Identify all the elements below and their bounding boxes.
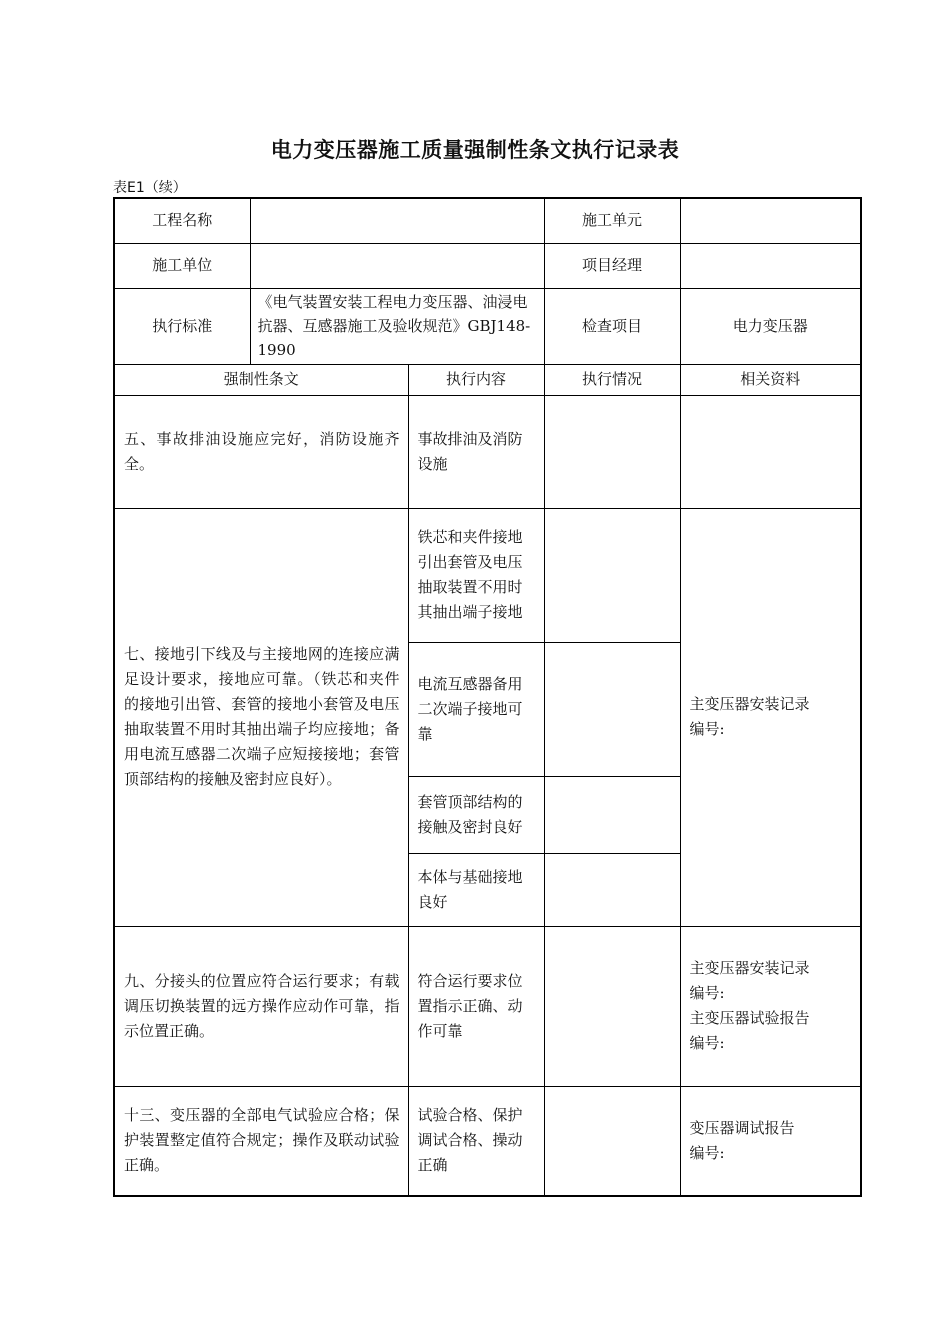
status-cell[interactable] [544, 395, 680, 508]
table-number: 表E1（续） [113, 180, 187, 196]
project-name-value[interactable] [250, 198, 544, 243]
unit-value[interactable] [680, 198, 861, 243]
table-row [114, 926, 861, 1086]
standard-label: 执行标准 [114, 288, 250, 364]
content-cell: 铁芯和夹件接地引出套管及电压抽取装置不用时其抽出端子接地 [408, 508, 544, 642]
docs-cell: 主变压器安装记录 编号: [680, 508, 861, 926]
content-cell: 套管顶部结构的接触及密封良好 [408, 776, 544, 853]
clause-cell: 十三、变压器的全部电气试验应合格；保护装置整定值符合规定；操作及联动试验正确。 [114, 1086, 408, 1196]
table-row [114, 1086, 861, 1196]
check-item-label: 检查项目 [544, 288, 680, 364]
table-row [114, 395, 861, 508]
status-cell[interactable] [544, 853, 680, 926]
content-cell: 电流互感器备用二次端子接地可靠 [408, 642, 544, 776]
table-row [114, 508, 861, 642]
manager-value[interactable] [680, 243, 861, 288]
column-header-docs: 相关资料 [680, 364, 861, 395]
status-cell[interactable] [544, 508, 680, 642]
content-cell: 本体与基础接地良好 [408, 853, 544, 926]
contractor-label: 施工单位 [114, 243, 250, 288]
status-cell[interactable] [544, 926, 680, 1086]
docs-cell: 变压器调试报告 编号: [680, 1086, 861, 1196]
status-cell[interactable] [544, 1086, 680, 1196]
standard-value: 《电气装置安装工程电力变压器、油浸电抗器、互感器施工及验收规范》GBJ148-1990 [250, 288, 544, 364]
page-title: 电力变压器施工质量强制性条文执行记录表 [270, 138, 680, 162]
content-cell: 符合运行要求位置指示正确、动作可靠 [408, 926, 544, 1086]
manager-label: 项目经理 [544, 243, 680, 288]
docs-cell [680, 395, 861, 508]
docs-cell: 主变压器安装记录 编号: 主变压器试验报告 编号: [680, 926, 861, 1086]
content-cell: 试验合格、保护调试合格、操动正确 [408, 1086, 544, 1196]
column-header-content: 执行内容 [408, 364, 544, 395]
project-name-label: 工程名称 [114, 198, 250, 243]
column-header-clause: 强制性条文 [114, 364, 408, 395]
content-cell: 事故排油及消防设施 [408, 395, 544, 508]
column-header-status: 执行情况 [544, 364, 680, 395]
status-cell[interactable] [544, 642, 680, 776]
record-table [113, 197, 862, 1197]
clause-cell: 五、事故排油设施应完好，消防设施齐全。 [114, 395, 408, 508]
contractor-value[interactable] [250, 243, 544, 288]
status-cell[interactable] [544, 776, 680, 853]
clause-cell: 七、接地引下线及与主接地网的连接应满足设计要求，接地应可靠。（铁芯和夹件的接地引出管、套管的接地小套管及电压抽取装置不用时其抽出端子均应接地；备用电流互感器二次端子应短接接地；套管顶部结构的接触及密封应良好）。 [114, 508, 408, 926]
clause-cell: 九、分接头的位置应符合运行要求；有载调压切换装置的远方操作应动作可靠，指示位置正确。 [114, 926, 408, 1086]
check-item-value: 电力变压器 [680, 288, 861, 364]
unit-label: 施工单元 [544, 198, 680, 243]
